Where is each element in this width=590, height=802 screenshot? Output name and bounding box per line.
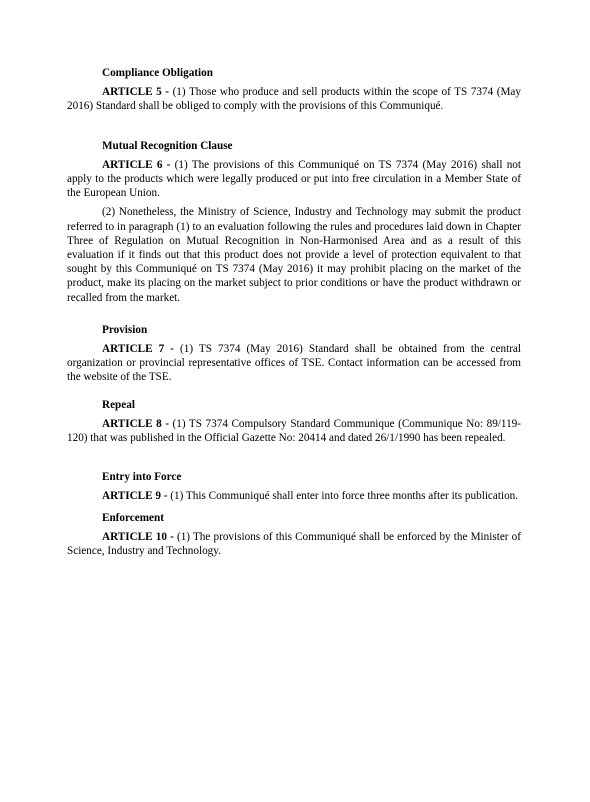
article-label: ARTICLE 8 - [102, 417, 169, 430]
article-paragraph [67, 85, 521, 113]
article-paragraph [67, 530, 521, 558]
article-paragraph [67, 489, 521, 503]
section-heading: Entry into Force [102, 471, 182, 484]
section-mutual-recognition [67, 139, 521, 305]
section-repeal [67, 398, 521, 446]
article-label: ARTICLE 9 - [102, 490, 168, 503]
section-provision [67, 323, 521, 385]
article-text: (1) TS 7374 (May 2016) Standard shall be obtained from the central organization or provincial representative offices of TSE. Contact information can be accessed from the website of the TSE. [67, 343, 521, 384]
article-paragraph [67, 158, 521, 201]
section-heading: Enforcement [102, 511, 164, 524]
article-paragraph [67, 417, 521, 445]
article-paragraph [67, 205, 521, 304]
article-text: (2) Nonetheless, the Ministry of Science, Industry and Technology may submit the product referred to in paragraph (1) to an evaluation following the rules and procedures laid down in Chapter Three of Regulation on Mutual Recognition in Non-Harmonised Area and as a result of this evaluation if it finds out that this product does not provide a level of protection equivalent to that sought by this Communiqué on TS 7374 (May 2016) it may prohibit placing on the market of the product, make its placing on the market subject to prior conditions or have the product withdrawn or recalled from the market. [67, 206, 521, 304]
document-page [67, 66, 521, 558]
article-label: ARTICLE 6 - [102, 158, 171, 171]
article-text: (1) Those who produce and sell products within the scope of TS 7374 (May 2016) Standard shall be obliged to comply with the provisions of this Communiqué. [67, 86, 521, 113]
section-heading: Provision [102, 323, 148, 336]
section-heading: Mutual Recognition Clause [102, 139, 233, 152]
section-compliance-obligation [67, 66, 521, 114]
section-entry-into-force [67, 470, 521, 503]
section-enforcement [67, 511, 521, 559]
article-label: ARTICLE 10 - [102, 530, 174, 543]
article-text: (1) TS 7374 Compulsory Standard Communique (Communique No: 89/119-120) that was published in the Official Gazette No: 20414 and dated 26/1/1990 has been repealed. [67, 417, 521, 445]
article-text: (1) This Communiqué shall enter into force three months after its publication. [167, 490, 519, 503]
article-text: (1) The provisions of this Communiqué on TS 7374 (May 2016) shall not apply to the products which were legally produced or put into free circulation in a Member State of the European Union. [67, 158, 522, 200]
article-label: ARTICLE 7 - [102, 343, 174, 356]
article-label: ARTICLE 5 - [102, 86, 170, 99]
section-heading: Compliance Obligation [102, 67, 213, 79]
section-heading: Repeal [102, 398, 135, 411]
article-text: (1) The provisions of this Communiqué shall be enforced by the Minister of Science, Industry and Technology. [67, 530, 521, 558]
article-paragraph [67, 342, 521, 385]
